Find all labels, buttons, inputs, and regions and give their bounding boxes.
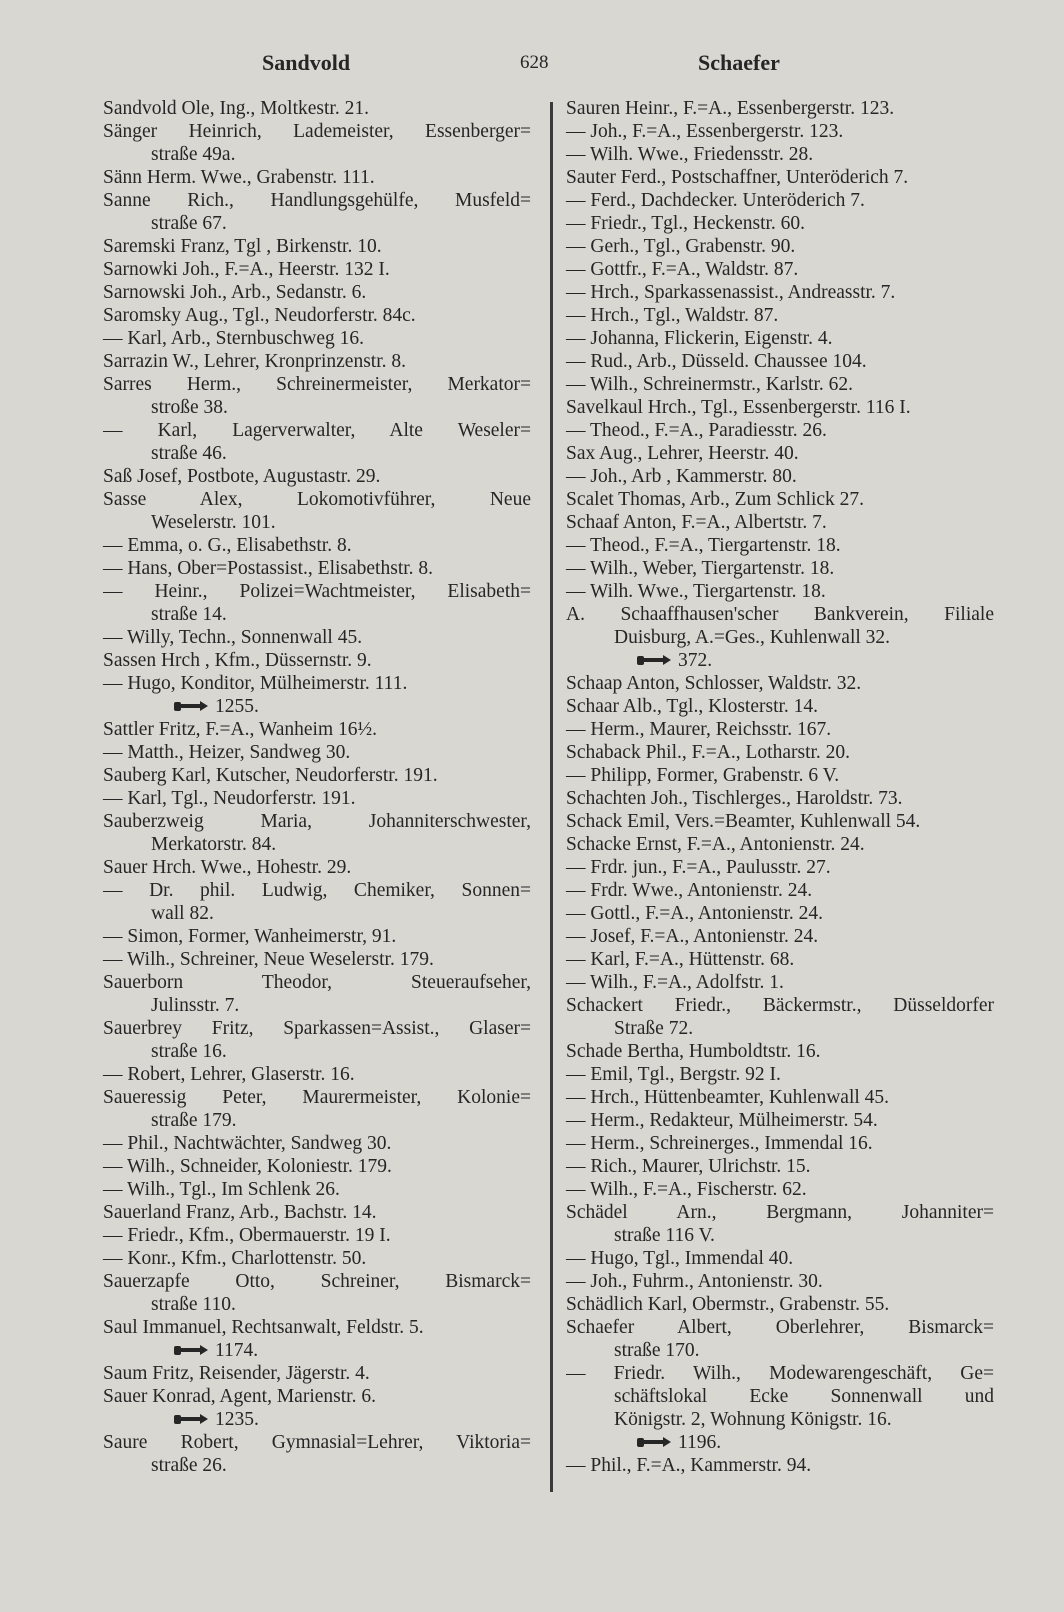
entry-text: — Wilh. Wwe., Friedensstr. 28.: [566, 144, 814, 165]
entry-text: Sasse Alex, Lokomotivführer, Neue: [103, 489, 531, 510]
entry-text: Sauberg Karl, Kutscher, Neudorferstr. 191.: [103, 765, 438, 786]
directory-entry: [103, 1270, 531, 1293]
entry-text: straße 179.: [151, 1110, 237, 1131]
directory-entry: [566, 442, 994, 465]
entry-text: Schachten Joh., Tischlerges., Haroldstr. 73.: [566, 788, 903, 809]
entry-text: Sänger Heinrich, Lademeister, Essenberger=: [103, 121, 531, 142]
directory-entry: [566, 511, 994, 534]
running-head-left: Sandvold: [262, 50, 351, 75]
entry-text: Savelkaul Hrch., Tgl., Essenbergerstr. 116 I.: [566, 397, 911, 418]
directory-entry: [566, 120, 994, 143]
directory-entry: [566, 810, 994, 833]
directory-entry: [566, 1178, 994, 1201]
directory-entry: [103, 879, 531, 902]
entry-text: — Dr. phil. Ludwig, Chemiker, Sonnen=: [103, 880, 531, 901]
entry-text: — Wilh. Wwe., Tiergartenstr. 18.: [566, 581, 826, 602]
entry-text: Saul Immanuel, Rechtsanwalt, Feldstr. 5.: [103, 1317, 424, 1338]
directory-entry: [103, 1316, 531, 1339]
entry-text: Schädel Arn., Bergmann, Johanniter=: [566, 1202, 994, 1223]
directory-entry: [566, 1086, 994, 1109]
phone-line: [566, 1431, 994, 1454]
entry-text: Sauren Heinr., F.=A., Essenbergerstr. 123.: [566, 98, 895, 119]
directory-entry: [566, 465, 994, 488]
directory-entry: [566, 258, 994, 281]
directory-entry: [566, 741, 994, 764]
entry-continuation: [103, 603, 531, 626]
entry-continuation: [566, 1017, 994, 1040]
entry-text: Schaback Phil., F.=A., Lotharstr. 20.: [566, 742, 851, 763]
directory-entry: [566, 327, 994, 350]
directory-entry: [566, 419, 994, 442]
entry-text: straße 16.: [151, 1041, 227, 1062]
directory-entry: [566, 902, 994, 925]
directory-entry: [103, 626, 531, 649]
directory-entry: [566, 1270, 994, 1293]
entry-text: Saß Josef, Postbote, Augustastr. 29.: [103, 466, 381, 487]
directory-entry: [103, 948, 531, 971]
entry-text: — Konr., Kfm., Charlottenstr. 50.: [103, 1248, 367, 1269]
entry-continuation: [103, 902, 531, 925]
entry-text: stroße 38.: [151, 397, 228, 418]
entry-continuation: [566, 1224, 994, 1247]
entry-text: Sänn Herm. Wwe., Grabenstr. 111.: [103, 167, 375, 188]
directory-entry: [103, 166, 531, 189]
entry-text: — Philipp, Former, Grabenstr. 6 V.: [566, 765, 840, 786]
entry-continuation: [103, 143, 531, 166]
entry-continuation: [103, 442, 531, 465]
entry-text: straße 46.: [151, 443, 227, 464]
entry-text: — Emma, o. G., Elisabethstr. 8.: [103, 535, 352, 556]
entry-text: Sanne Rich., Handlungsgehülfe, Musfeld=: [103, 190, 531, 211]
directory-entry: [566, 672, 994, 695]
directory-entry: [103, 1362, 531, 1385]
entry-text: Sauerborn Theodor, Steueraufseher,: [103, 972, 531, 993]
directory-entry: [566, 1316, 994, 1339]
directory-entry: [566, 534, 994, 557]
directory-entry: [103, 1063, 531, 1086]
entry-text: Schacke Ernst, F.=A., Antonienstr. 24.: [566, 834, 865, 855]
directory-entry: [103, 672, 531, 695]
entry-text: Saremski Franz, Tgl , Birkenstr. 10.: [103, 236, 382, 257]
directory-entry: [103, 856, 531, 879]
entry-text: — Rich., Maurer, Ulrichstr. 15.: [566, 1156, 811, 1177]
running-head-right: Schaefer: [698, 50, 780, 75]
entry-text: Sauerzapfe Otto, Schreiner, Bismarck=: [103, 1271, 531, 1292]
directory-entry: [103, 1247, 531, 1270]
entry-text: Saueressig Peter, Maurermeister, Kolonie=: [103, 1087, 531, 1108]
directory-entry: [566, 1454, 994, 1477]
left-column: [103, 97, 531, 1477]
telephone-icon: [636, 1432, 672, 1446]
directory-entry: [566, 764, 994, 787]
entry-text: — Wilh., Weber, Tiergartenstr. 18.: [566, 558, 835, 579]
entry-text: Schack Emil, Vers.=Beamter, Kuhlenwall 54.: [566, 811, 921, 832]
entry-text: Merkatorstr. 84.: [151, 834, 277, 855]
entry-text: — Wilh., Tgl., Im Schlenk 26.: [103, 1179, 340, 1200]
entry-text: Straße 72.: [614, 1018, 694, 1039]
telephone-icon: [173, 1340, 209, 1354]
phone-line: [103, 1339, 531, 1362]
entry-text: — Herm., Maurer, Reichsstr. 167.: [566, 719, 832, 740]
directory-entry: [566, 1040, 994, 1063]
directory-entry: [103, 810, 531, 833]
page-number: 628: [520, 52, 549, 73]
entry-text: — Theod., F.=A., Tiergartenstr. 18.: [566, 535, 841, 556]
entry-text: — Joh., Arb , Kammerstr. 80.: [566, 466, 797, 487]
directory-entry: [566, 488, 994, 511]
entry-text: Schaaf Anton, F.=A., Albertstr. 7.: [566, 512, 827, 533]
directory-entry: [566, 1155, 994, 1178]
entry-text: Sauerbrey Fritz, Sparkassen=Assist., Glaser=: [103, 1018, 531, 1039]
entry-text: — Josef, F.=A., Antonienstr. 24.: [566, 926, 819, 947]
entry-continuation: [566, 1339, 994, 1362]
entry-text: — Gottl., F.=A., Antonienstr. 24.: [566, 903, 823, 924]
directory-entry: [103, 281, 531, 304]
directory-entry: [103, 189, 531, 212]
entry-continuation: [103, 1109, 531, 1132]
entry-text: straße 170.: [614, 1340, 700, 1361]
entry-text: — Karl, Arb., Sternbuschweg 16.: [103, 328, 365, 349]
directory-entry: [566, 212, 994, 235]
telephone-icon: [173, 1409, 209, 1423]
entry-text: — Karl, Lagerverwalter, Alte Weseler=: [103, 420, 531, 441]
entry-text: Sattler Fritz, F.=A., Wanheim 16½.: [103, 719, 377, 740]
entry-text: Sassen Hrch , Kfm., Düssernstr. 9.: [103, 650, 372, 671]
directory-entry: [103, 235, 531, 258]
entry-text: — Karl, Tgl., Neudorferstr. 191.: [103, 788, 356, 809]
entry-continuation: [103, 1293, 531, 1316]
directory-entry: [103, 787, 531, 810]
directory-entry: [103, 741, 531, 764]
directory-entry: [103, 649, 531, 672]
directory-entry: [566, 833, 994, 856]
directory-entry: [103, 971, 531, 994]
entry-text: — Frdr. jun., F.=A., Paulusstr. 27.: [566, 857, 831, 878]
entry-text: Scalet Thomas, Arb., Zum Schlick 27.: [566, 489, 865, 510]
directory-entry: [566, 166, 994, 189]
directory-entry: [566, 856, 994, 879]
entry-text: Sarrazin W., Lehrer, Kronprinzenstr. 8.: [103, 351, 407, 372]
directory-entry: [103, 258, 531, 281]
directory-entry: [103, 580, 531, 603]
directory-entry: [103, 97, 531, 120]
entry-text: Weselerstr. 101.: [151, 512, 276, 533]
directory-entry: [566, 396, 994, 419]
entry-continuation: [103, 396, 531, 419]
directory-entry: [103, 925, 531, 948]
entry-text: Sandvold Ole, Ing., Moltkestr. 21.: [103, 98, 369, 119]
directory-entry: [566, 580, 994, 603]
entry-text: Schade Bertha, Humboldtstr. 16.: [566, 1041, 821, 1062]
entry-text: — Wilh., F.=A., Adolfstr. 1.: [566, 972, 784, 993]
entry-text: 1196.: [678, 1432, 722, 1453]
entry-continuation: [103, 994, 531, 1017]
entry-continuation: [103, 833, 531, 856]
directory-entry: [566, 695, 994, 718]
directory-entry: [566, 925, 994, 948]
entry-text: Schackert Friedr., Bäckermstr., Düsseldorfer: [566, 995, 994, 1016]
directory-entry: [566, 948, 994, 971]
entry-text: 1174.: [215, 1340, 259, 1361]
directory-entry: [103, 1132, 531, 1155]
entry-text: Sarres Herm., Schreinermeister, Merkator=: [103, 374, 531, 395]
entry-text: straße 14.: [151, 604, 227, 625]
entry-text: — Theod., F.=A., Paradiesstr. 26.: [566, 420, 827, 441]
directory-entry: [103, 350, 531, 373]
directory-entry: [103, 373, 531, 396]
entry-continuation: [103, 212, 531, 235]
entry-text: Sauerland Franz, Arb., Bachstr. 14.: [103, 1202, 377, 1223]
right-column: [566, 97, 994, 1477]
entry-text: — Frdr. Wwe., Antonienstr. 24.: [566, 880, 813, 901]
directory-entry: [566, 718, 994, 741]
directory-entry: [103, 1178, 531, 1201]
directory-entry: [103, 718, 531, 741]
entry-text: straße 49a.: [151, 144, 236, 165]
entry-text: — Friedr., Kfm., Obermauerstr. 19 I.: [103, 1225, 391, 1246]
directory-entry: [103, 304, 531, 327]
directory-entry: [103, 557, 531, 580]
entry-continuation: [566, 1385, 994, 1408]
entry-text: Sax Aug., Lehrer, Heerstr. 40.: [566, 443, 799, 464]
entry-text: — Herm., Redakteur, Mülheimerstr. 54.: [566, 1110, 878, 1131]
entry-text: — Heinr., Polizei=Wachtmeister, Elisabeth=: [103, 581, 531, 602]
entry-text: — Gerh., Tgl., Grabenstr. 90.: [566, 236, 796, 257]
entry-text: Schaefer Albert, Oberlehrer, Bismarck=: [566, 1317, 994, 1338]
directory-entry: [566, 1132, 994, 1155]
entry-text: — Willy, Techn., Sonnenwall 45.: [103, 627, 363, 648]
entry-text: — Phil., F.=A., Kammerstr. 94.: [566, 1455, 812, 1476]
directory-entry: [566, 189, 994, 212]
directory-entry: [566, 143, 994, 166]
entry-text: — Phil., Nachtwächter, Sandweg 30.: [103, 1133, 392, 1154]
entry-text: — Simon, Former, Wanheimerstr, 91.: [103, 926, 397, 947]
entry-continuation: [103, 1454, 531, 1477]
entry-text: — Hugo, Konditor, Mülheimerstr. 111.: [103, 673, 408, 694]
entry-text: — Joh., Fuhrm., Antonienstr. 30.: [566, 1271, 823, 1292]
directory-entry: [103, 465, 531, 488]
entry-text: — Hugo, Tgl., Immendal 40.: [566, 1248, 794, 1269]
entry-text: 1255.: [215, 696, 259, 717]
entry-text: Sarnowki Joh., F.=A., Heerstr. 132 I.: [103, 259, 390, 280]
entry-text: Sauer Konrad, Agent, Marienstr. 6.: [103, 1386, 376, 1407]
directory-entry: [566, 350, 994, 373]
directory-entry: [566, 1109, 994, 1132]
entry-continuation: [566, 626, 994, 649]
entry-text: — Robert, Lehrer, Glaserstr. 16.: [103, 1064, 355, 1085]
entry-text: Schädlich Karl, Obermstr., Grabenstr. 55.: [566, 1294, 890, 1315]
directory-entry: [566, 603, 994, 626]
entry-text: — Wilh., F.=A., Fischerstr. 62.: [566, 1179, 807, 1200]
directory-entry: [103, 488, 531, 511]
entry-text: Sauer Hrch. Wwe., Hohestr. 29.: [103, 857, 352, 878]
entry-text: Duisburg, A.=Ges., Kuhlenwall 32.: [614, 627, 891, 648]
entry-text: Schaap Anton, Schlosser, Waldstr. 32.: [566, 673, 862, 694]
telephone-icon: [636, 650, 672, 664]
directory-entry: [566, 1362, 994, 1385]
entry-text: — Gottfr., F.=A., Waldstr. 87.: [566, 259, 799, 280]
directory-entry: [566, 304, 994, 327]
entry-text: — Wilh., Schneider, Koloniestr. 179.: [103, 1156, 392, 1177]
directory-entry: [103, 1155, 531, 1178]
directory-entry: [566, 235, 994, 258]
entry-text: — Karl, F.=A., Hüttenstr. 68.: [566, 949, 795, 970]
entry-continuation: [103, 511, 531, 534]
entry-text: straße 116 V.: [614, 1225, 715, 1246]
entry-text: — Hrch., Tgl., Waldstr. 87.: [566, 305, 779, 326]
entry-text: — Joh., F.=A., Essenbergerstr. 123.: [566, 121, 844, 142]
entry-text: — Friedr., Tgl., Heckenstr. 60.: [566, 213, 806, 234]
directory-entry: [566, 281, 994, 304]
directory-entry: [566, 1063, 994, 1086]
phone-line: [566, 649, 994, 672]
entry-text: — Herm., Schreinerges., Immendal 16.: [566, 1133, 873, 1154]
directory-entry: [566, 787, 994, 810]
entry-text: Schaar Alb., Tgl., Klosterstr. 14.: [566, 696, 819, 717]
directory-entry: [103, 1201, 531, 1224]
entry-text: 372.: [678, 650, 713, 671]
directory-entry: [103, 1385, 531, 1408]
entry-text: — Wilh., Schreiner, Neue Weselerstr. 179.: [103, 949, 434, 970]
entry-text: Saum Fritz, Reisender, Jägerstr. 4.: [103, 1363, 370, 1384]
phone-line: [103, 1408, 531, 1431]
directory-entry: [566, 1247, 994, 1270]
entry-continuation: [103, 1040, 531, 1063]
directory-entry: [566, 994, 994, 1017]
directory-entry: [566, 1201, 994, 1224]
entry-text: — Matth., Heizer, Sandweg 30.: [103, 742, 351, 763]
entry-text: straße 26.: [151, 1455, 227, 1476]
directory-entry: [103, 120, 531, 143]
entry-text: straße 67.: [151, 213, 227, 234]
directory-entry: [103, 1224, 531, 1247]
directory-entry: [566, 97, 994, 120]
entry-text: — Hrch., Sparkassenassist., Andreasstr. 7.: [566, 282, 896, 303]
directory-entry: [103, 1086, 531, 1109]
directory-entry: [103, 419, 531, 442]
directory-entry: [103, 1017, 531, 1040]
entry-text: Saure Robert, Gymnasial=Lehrer, Viktoria=: [103, 1432, 531, 1453]
entry-text: — Emil, Tgl., Bergstr. 92 I.: [566, 1064, 781, 1085]
entry-text: Julinsstr. 7.: [151, 995, 240, 1016]
entry-text: — Johanna, Flickerin, Eigenstr. 4.: [566, 328, 833, 349]
entry-text: — Ferd., Dachdecker. Unteröderich 7.: [566, 190, 865, 211]
telephone-icon: [173, 696, 209, 710]
entry-text: schäftslokal Ecke Sonnenwall und: [614, 1386, 994, 1407]
directory-entry: [566, 373, 994, 396]
phone-line: [103, 695, 531, 718]
entry-text: Königstr. 2, Wohnung Königstr. 16.: [614, 1409, 892, 1430]
entry-text: — Hans, Ober=Postassist., Elisabethstr. 8.: [103, 558, 434, 579]
entry-text: — Wilh., Schreinermstr., Karlstr. 62.: [566, 374, 853, 395]
entry-text: straße 110.: [151, 1294, 236, 1315]
directory-entry: [566, 879, 994, 902]
entry-text: — Rud., Arb., Düsseld. Chaussee 104.: [566, 351, 867, 372]
entry-text: wall 82.: [151, 903, 214, 924]
entry-continuation: [566, 1408, 994, 1431]
column-divider: [550, 102, 553, 1492]
directory-entry: [103, 534, 531, 557]
entry-text: Sauberzweig Maria, Johanniterschwester,: [103, 811, 531, 832]
directory-entry: [103, 1431, 531, 1454]
entry-text: 1235.: [215, 1409, 259, 1430]
directory-entry: [103, 764, 531, 787]
directory-entry: [103, 327, 531, 350]
directory-entry: [566, 1293, 994, 1316]
entry-text: — Hrch., Hüttenbeamter, Kuhlenwall 45.: [566, 1087, 890, 1108]
directory-entry: [566, 557, 994, 580]
entry-text: A. Schaaffhausen'scher Bankverein, Filiale: [566, 604, 994, 625]
entry-text: Sarnowski Joh., Arb., Sedanstr. 6.: [103, 282, 367, 303]
entry-text: Saromsky Aug., Tgl., Neudorferstr. 84c.: [103, 305, 416, 326]
entry-text: Sauter Ferd., Postschaffner, Unteröderich 7.: [566, 167, 909, 188]
entry-text: — Friedr. Wilh., Modewarengeschäft, Ge=: [566, 1363, 994, 1384]
directory-entry: [566, 971, 994, 994]
